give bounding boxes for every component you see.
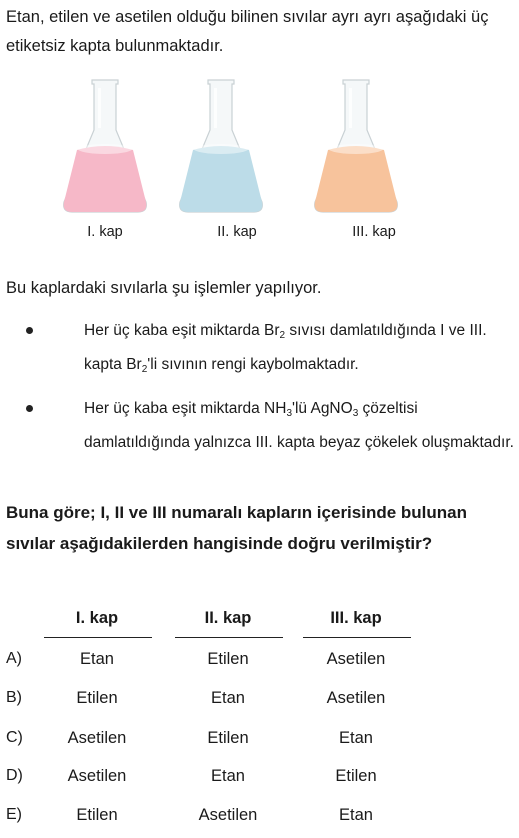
option-cell: Etan [211, 767, 245, 785]
option-cell: Etilen [335, 767, 377, 785]
bullet-text: Her üç kaba eşit miktarda $NH_3'lü$ AgNO$_3$ çözeltisi damlatıldığında yalnızca III. kapta beyaz çökelek oluşmaktadır. [84, 400, 514, 451]
flask-2-image [176, 78, 266, 216]
option-cell: Etilen [76, 806, 118, 824]
option-cell: Etan [211, 689, 245, 707]
bullet-item-2 [26, 394, 514, 457]
flask-1-label: I. kap [87, 224, 123, 240]
option-cell: Etilen [207, 729, 249, 747]
flask-1-liquid [64, 146, 147, 212]
option-letter: E) [6, 806, 22, 823]
option-cell: Asetilen [326, 650, 386, 668]
bullet-icon [26, 405, 33, 412]
option-letter: D) [6, 767, 23, 784]
column-header-1: I. kap [75, 609, 119, 627]
column-underline-2 [175, 637, 283, 638]
option-cell: Etan [339, 729, 373, 747]
question-text: Buna göre; I, II ve III numaralı kapların içerisinde bulunan sıvılar aşağıdakilerden hangisinde doğru verilmiştir? [6, 503, 468, 553]
option-letter: C) [6, 729, 23, 746]
column-header-2: II. kap [204, 609, 252, 627]
flask-3-liquid [315, 146, 398, 212]
option-cell: Asetilen [67, 767, 127, 785]
flask-2-label: II. kap [217, 224, 257, 240]
column-header-3: III. kap [330, 609, 382, 627]
option-cell: Etilen [207, 650, 249, 668]
option-cell: Asetilen [67, 729, 127, 747]
option-cell: Asetilen [198, 806, 258, 824]
flask-3-image [311, 78, 401, 216]
bullet-text: Her üç kaba eşit miktarda $Br_2$ sıvısı damlatıldığında I ve III. kapta $Br_2'li$ sıvının rengi kaybolmaktadır. [84, 322, 487, 375]
option-cell: Etilen [76, 689, 118, 707]
flask-3-label: III. kap [352, 224, 396, 240]
option-cell: Etan [339, 806, 373, 824]
flask-2-liquid [180, 146, 263, 212]
bullet-icon [26, 327, 33, 334]
option-cell: Asetilen [326, 689, 386, 707]
column-underline-3 [303, 637, 411, 638]
option-letter: B) [6, 689, 22, 706]
intro-text: Etan, etilen ve asetilen olduğu bilinen sıvılar ayrı ayrı aşağıdaki üç etiketsiz kapta bulunmaktadır. [6, 8, 489, 55]
process-title: Bu kaplardaki sıvılarla şu işlemler yapılıyor. [6, 279, 322, 297]
option-letter: A) [6, 650, 22, 667]
bullet-item-1 [26, 316, 514, 384]
column-underline-1 [44, 637, 152, 638]
option-cell: Etan [80, 650, 114, 668]
flask-1-image [60, 78, 150, 216]
